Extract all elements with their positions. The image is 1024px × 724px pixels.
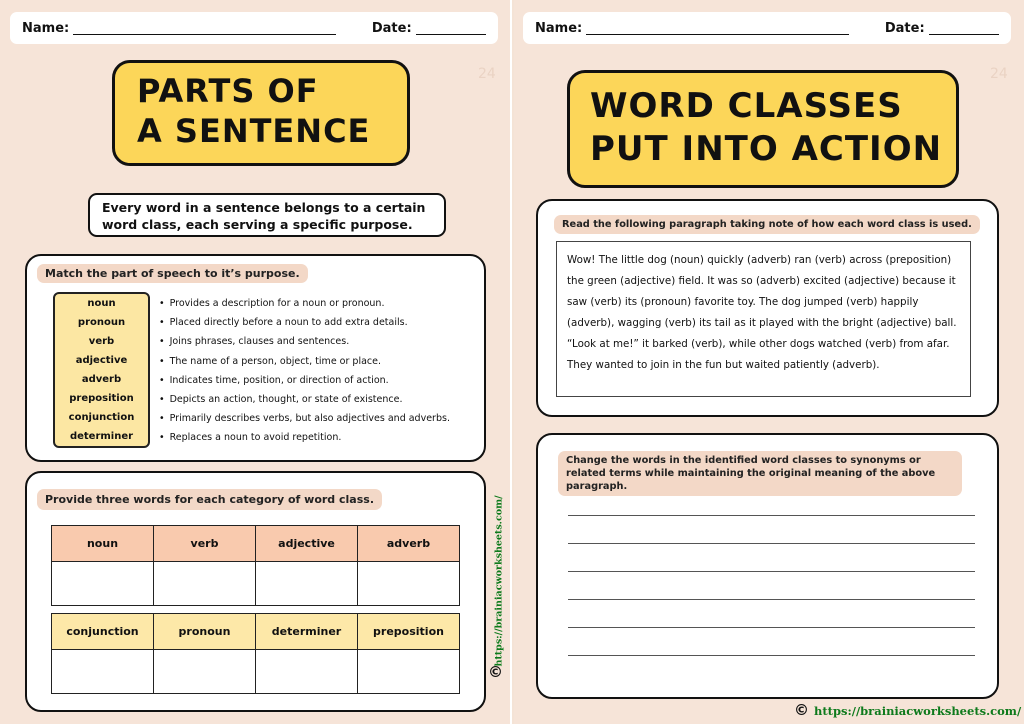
name-date-bar xyxy=(10,12,498,44)
writing-line[interactable] xyxy=(568,515,975,516)
word-item[interactable]: noun xyxy=(87,298,116,309)
copyright-symbol: © xyxy=(794,701,809,719)
vertical-url xyxy=(486,495,505,681)
writing-line[interactable] xyxy=(568,599,975,600)
word-item[interactable]: adverb xyxy=(81,374,122,385)
definition-item[interactable]: • Depicts an action, thought, or state of existence. xyxy=(159,390,479,409)
definition-item[interactable]: • Provides a description for a noun or pronoun. xyxy=(159,294,479,313)
writing-line[interactable] xyxy=(568,655,975,656)
title-line-2: A SENTENCE xyxy=(137,112,371,150)
name-label: Name: xyxy=(535,20,583,36)
table-header: adverb xyxy=(358,526,460,562)
table-header: determiner xyxy=(256,614,358,650)
date-line[interactable] xyxy=(416,21,486,35)
table-header: preposition xyxy=(358,614,460,650)
intro-box xyxy=(88,193,446,237)
word-item[interactable]: verb xyxy=(88,336,115,347)
paragraph-line: They wanted to join in the fun but waited patiently (adverb). xyxy=(567,359,880,371)
writing-line[interactable] xyxy=(568,571,975,572)
story-paragraph xyxy=(556,241,971,397)
answer-cell[interactable] xyxy=(52,650,154,694)
word-item[interactable]: adjective xyxy=(75,355,128,366)
title-line-1: PARTS OF xyxy=(137,72,319,110)
match-instruction: Match the part of speech to it’s purpose. xyxy=(37,264,308,283)
definition-item[interactable]: • The name of a person, object, time or place. xyxy=(159,352,479,371)
answer-cell[interactable] xyxy=(358,650,460,694)
copyright-symbol: © xyxy=(488,663,503,681)
definition-list xyxy=(159,294,479,448)
change-section xyxy=(536,433,999,699)
name-label: Name: xyxy=(22,20,70,36)
name-line[interactable] xyxy=(586,21,849,35)
table-header: conjunction xyxy=(52,614,154,650)
date-label: Date: xyxy=(371,20,412,36)
paragraph-line: saw (verb) its (pronoun) favorite toy. The dog jumped (verb) happily xyxy=(567,296,919,308)
table-header: noun xyxy=(52,526,154,562)
word-list xyxy=(53,292,150,448)
word-item[interactable]: determiner xyxy=(69,431,134,442)
right-worksheet xyxy=(514,0,1024,724)
answer-cell[interactable] xyxy=(358,562,460,606)
table-header: verb xyxy=(154,526,256,562)
change-instruction: Change the words in the identified word classes to synonyms or related terms while maintaining the original meaning of the above paragraph. xyxy=(558,451,962,496)
website-link[interactable]: https://brainiacworksheets.com/ xyxy=(493,495,505,667)
read-instruction: Read the following paragraph taking note of how each word class is used. xyxy=(554,215,980,234)
page-title xyxy=(112,60,410,166)
provide-section xyxy=(25,471,486,712)
page-number: 24 xyxy=(478,66,496,82)
writing-line[interactable] xyxy=(568,627,975,628)
answer-cell[interactable] xyxy=(256,562,358,606)
answer-cell[interactable] xyxy=(256,650,358,694)
title-line-2: PUT INTO ACTION xyxy=(590,128,943,169)
name-date-bar xyxy=(523,12,1011,44)
answer-cell[interactable] xyxy=(52,562,154,606)
title-line-1: WORD CLASSES xyxy=(590,86,903,126)
match-section xyxy=(25,254,486,462)
paragraph-line: “Look at me!” it barked (verb), while other dogs watched (verb) from afar. xyxy=(567,338,950,350)
provide-instruction: Provide three words for each category of word class. xyxy=(37,489,382,510)
word-class-table-2 xyxy=(51,613,460,694)
page-number: 24 xyxy=(990,66,1008,82)
table-header: adjective xyxy=(256,526,358,562)
word-item[interactable]: pronoun xyxy=(77,317,126,328)
definition-item[interactable]: • Indicates time, position, or direction of action. xyxy=(159,371,479,390)
read-section xyxy=(536,199,999,417)
date-line[interactable] xyxy=(929,21,999,35)
answer-cell[interactable] xyxy=(154,562,256,606)
word-class-table-1 xyxy=(51,525,460,606)
definition-item[interactable]: • Joins phrases, clauses and sentences. xyxy=(159,332,479,351)
paragraph-line: the green (adjective) field. It was so (adverb) excited (adjective) because it xyxy=(567,275,956,287)
answer-cell[interactable] xyxy=(154,650,256,694)
paragraph-line: Wow! The little dog (noun) quickly (adverb) ran (verb) across (preposition) xyxy=(567,254,952,266)
word-item[interactable]: conjunction xyxy=(68,412,135,423)
definition-item[interactable]: • Placed directly before a noun to add extra details. xyxy=(159,313,479,332)
paragraph-line: (adverb), wagging (verb) its tail as it played with the bright (adjective) ball. xyxy=(567,317,957,329)
intro-text: Every word in a sentence belongs to a certain word class, each serving a specific purpose. xyxy=(102,200,426,232)
writing-line[interactable] xyxy=(568,543,975,544)
table-header: pronoun xyxy=(154,614,256,650)
word-item[interactable]: preposition xyxy=(69,393,134,404)
definition-item[interactable]: • Replaces a noun to avoid repetition. xyxy=(159,428,479,447)
definition-item[interactable]: • Primarily describes verbs, but also adjectives and adverbs. xyxy=(159,409,479,428)
date-label: Date: xyxy=(884,20,925,36)
page-title xyxy=(567,70,959,188)
website-link[interactable]: https://brainiacworksheets.com/ xyxy=(814,704,1022,718)
name-line[interactable] xyxy=(73,21,336,35)
